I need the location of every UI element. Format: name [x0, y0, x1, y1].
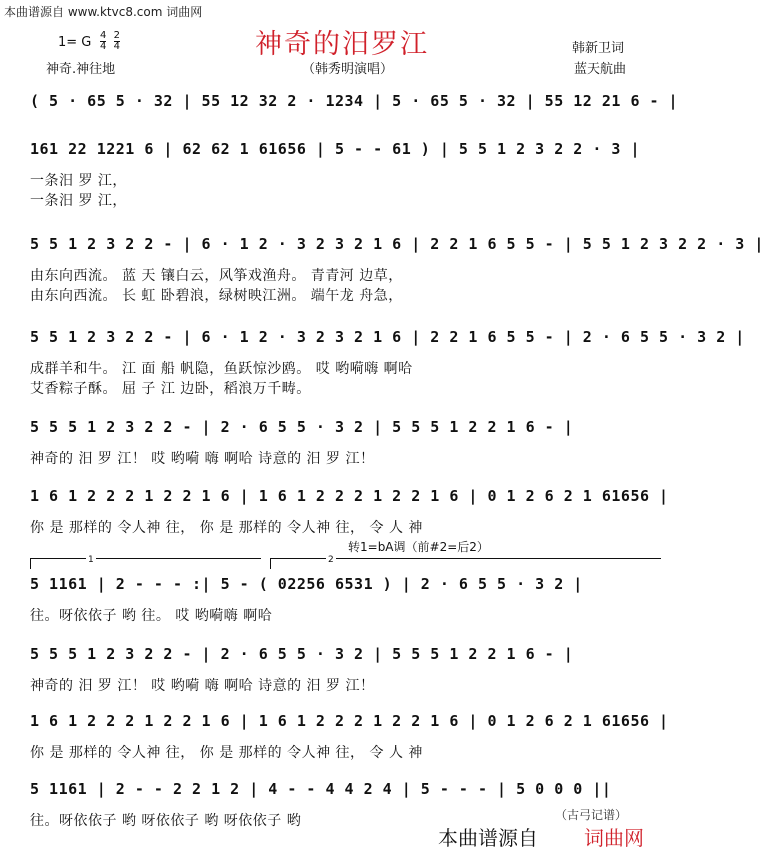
- lyricist-credit: 韩新卫词: [572, 41, 625, 56]
- score-row: [30, 487, 669, 513]
- score-row: [30, 235, 764, 261]
- subtitle: 神奇.神往地: [46, 62, 116, 77]
- singer-credit: （韩秀明演唱）: [302, 62, 394, 77]
- lyric-line: 神奇的 汨 罗 江！ 哎 哟嗬 嗨 啊哈 诗意的 汨 罗 江！: [30, 678, 375, 694]
- score-row: [30, 418, 660, 444]
- modulation-marking: 转1=bA调（前#2=后2）: [348, 540, 489, 554]
- volta-2: 2: [270, 558, 661, 569]
- lyric-line: 往。呀依依子 哟 往。 哎 哟嗬嗨 啊哈: [30, 608, 273, 624]
- lyric-line: 一条汨 罗 江，: [30, 193, 127, 209]
- notation-line: 5 5 5 1 2 3 2 2 - | 2 · 6 5 5 · 3 2 | 5 5 5 1 2 2 1 6 - |: [30, 418, 574, 436]
- song-title: 神奇的汨罗江: [255, 29, 429, 60]
- meter-2: $\frac{2}{4}$: [113, 30, 120, 52]
- notation-line: 5 1161 | 2 - - - :| 5 - ( 02256 6531 ) | 2 · 6 5 5 · 3 2 |: [30, 575, 583, 593]
- notation-line: 5 5 5 1 2 3 2 2 - | 2 · 6 5 5 · 3 2 | 5 5 5 1 2 2 1 6 - |: [30, 645, 574, 663]
- notation-line: 1 6 1 2 2 2 1 2 2 1 6 | 1 6 1 2 2 2 1 2 2 1 6 | 0 1 2 6 2 1 61656 |: [30, 487, 669, 505]
- lyric-line: 艾香粽子酥。 屈 子 江 边卧，稻浪万千畴。: [30, 381, 311, 397]
- notation-line: 5 5 1 2 3 2 2 - | 6 · 1 2 · 3 2 3 2 1 6 | 2 2 1 6 5 5 - | 5 5 1 2 3 2 2 · 3 |: [30, 235, 764, 253]
- notation-line: 1 6 1 2 2 2 1 2 2 1 6 | 1 6 1 2 2 2 1 2 2 1 6 | 0 1 2 6 2 1 61656 |: [30, 712, 669, 730]
- lyric-line: 往。呀依依子 哟 呀依依子 哟 呀依依子 哟: [30, 813, 302, 829]
- key-signature: 1= G: [58, 35, 92, 50]
- time-signature: [100, 31, 124, 52]
- lyric-line: 由东向西流。 长 虹 卧碧浪，绿树映江洲。 端午龙 舟急，: [30, 288, 403, 304]
- notation-line: ( 5 · 65 5 · 32 | 55 12 32 2 · 1234 | 5 · 65 5 · 32 | 55 12 21 6 - |: [30, 92, 679, 110]
- lyric-line: 你 是 那样的 令人神 往， 你 是 那样的 令人神 往， 令 人 神: [30, 520, 423, 536]
- score-row: [30, 92, 679, 118]
- score-row: [30, 575, 660, 601]
- score-row: [30, 645, 660, 671]
- lyric-line: 神奇的 汨 罗 江！ 哎 哟嗬 嗨 啊哈 诗意的 汨 罗 江！: [30, 451, 375, 467]
- lyric-line: 一条汨 罗 江，: [30, 173, 127, 189]
- notation-line: 161 22 1221 6 | 62 62 1 61656 | 5 - - 61 ) | 5 5 1 2 3 2 2 · 3 |: [30, 140, 640, 158]
- notation-line: 5 1161 | 2 - - 2 2 1 2 | 4 - - 4 4 2 4 | 5 - - - | 5 0 0 0 ||: [30, 780, 612, 798]
- score-row: [30, 328, 745, 354]
- bottom-watermark-left: 本曲谱源自: [438, 826, 538, 850]
- meter-1: $\frac{4}{4}$: [100, 30, 107, 52]
- bottom-watermark-right: 词曲网: [584, 826, 644, 850]
- lyric-line: 由东向西流。 蓝 天 镶白云，风筝戏渔舟。 青青河 边草，: [30, 268, 403, 284]
- volta-1: 1: [30, 558, 261, 569]
- lyric-line: 成群羊和牛。 江 面 船 帆隐，鱼跃惊沙鸥。 哎 哟嗬嗨 啊哈: [30, 361, 413, 377]
- score-row: [30, 712, 669, 738]
- transcriber-credit: （古弓记谱）: [555, 808, 628, 822]
- notation-line: 5 5 1 2 3 2 2 - | 6 · 1 2 · 3 2 3 2 1 6 | 2 2 1 6 5 5 - | 2 · 6 5 5 · 3 2 |: [30, 328, 745, 346]
- score-row: [30, 140, 660, 166]
- lyric-line: 你 是 那样的 令人神 往， 你 是 那样的 令人神 往， 令 人 神: [30, 745, 423, 761]
- score-row: [30, 780, 660, 806]
- composer-credit: 蓝天航曲: [574, 62, 627, 77]
- site-header: 本曲谱源自 www.ktvc8.com 词曲网: [4, 5, 203, 19]
